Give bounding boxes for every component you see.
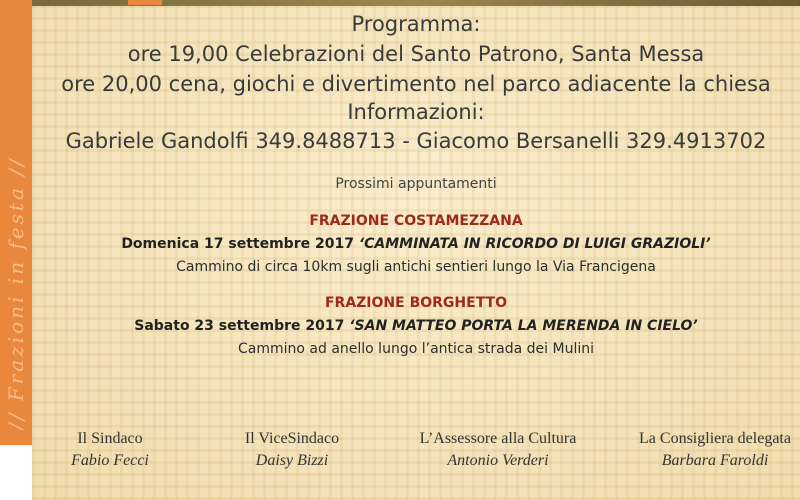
signature-name: Barbara Faroldi bbox=[661, 452, 769, 469]
signature-role: Il Sindaco bbox=[77, 430, 143, 447]
program-heading: Programma: bbox=[351, 12, 481, 36]
signature-role: La Consigliera delegata bbox=[639, 430, 791, 447]
signature-culture-councillor bbox=[398, 430, 598, 470]
event-2-headline bbox=[32, 318, 800, 334]
event-1-title: ‘CAMMINATA IN RICORDO DI LUIGI GRAZIOLI’ bbox=[358, 236, 711, 252]
event-2-location: FRAZIONE BORGHETTO bbox=[324, 295, 508, 311]
signature-role: L’Assessore alla Cultura bbox=[419, 430, 577, 447]
side-banner bbox=[0, 0, 32, 445]
signature-name: Fabio Fecci bbox=[71, 452, 149, 469]
side-banner-text: // Frazioni in festa // bbox=[4, 156, 28, 430]
event-1-description: Cammino di circa 10km sugli antichi sentieri lungo la Via Francigena bbox=[176, 259, 656, 275]
event-2-title: ‘SAN MATTEO PORTA LA MERENDA IN CIELO’ bbox=[349, 318, 698, 334]
event-2-description: Cammino ad anello lungo l’antica strada dei Mulini bbox=[238, 341, 594, 357]
event-1-headline bbox=[32, 236, 800, 252]
signature-name: Daisy Bizzi bbox=[255, 452, 329, 469]
signature-role: Il ViceSindaco bbox=[244, 430, 340, 447]
event-1-location: FRAZIONE COSTAMEZZANA bbox=[309, 213, 523, 229]
event-1-date: Domenica 17 settembre 2017 bbox=[121, 236, 359, 252]
event-2-date: Sabato 23 settembre 2017 bbox=[134, 318, 350, 334]
signature-name: Antonio Verderi bbox=[447, 452, 549, 469]
signature-delegate-councillor bbox=[615, 430, 800, 470]
upcoming-heading: Prossimi appuntamenti bbox=[335, 176, 497, 192]
info-heading: Informazioni: bbox=[347, 100, 485, 124]
signature-vice-mayor bbox=[192, 430, 392, 470]
top-logo-strip bbox=[128, 0, 162, 5]
signature-mayor bbox=[10, 430, 210, 470]
program-line-1: ore 19,00 Celebrazioni del Santo Patrono, Santa Messa bbox=[127, 42, 705, 66]
info-contacts: Gabriele Gandolfi 349.8488713 - Giacomo Bersanelli 329.4913702 bbox=[65, 129, 767, 153]
program-line-2: ore 20,00 cena, giochi e divertimento nel parco adiacente la chiesa bbox=[61, 72, 771, 96]
